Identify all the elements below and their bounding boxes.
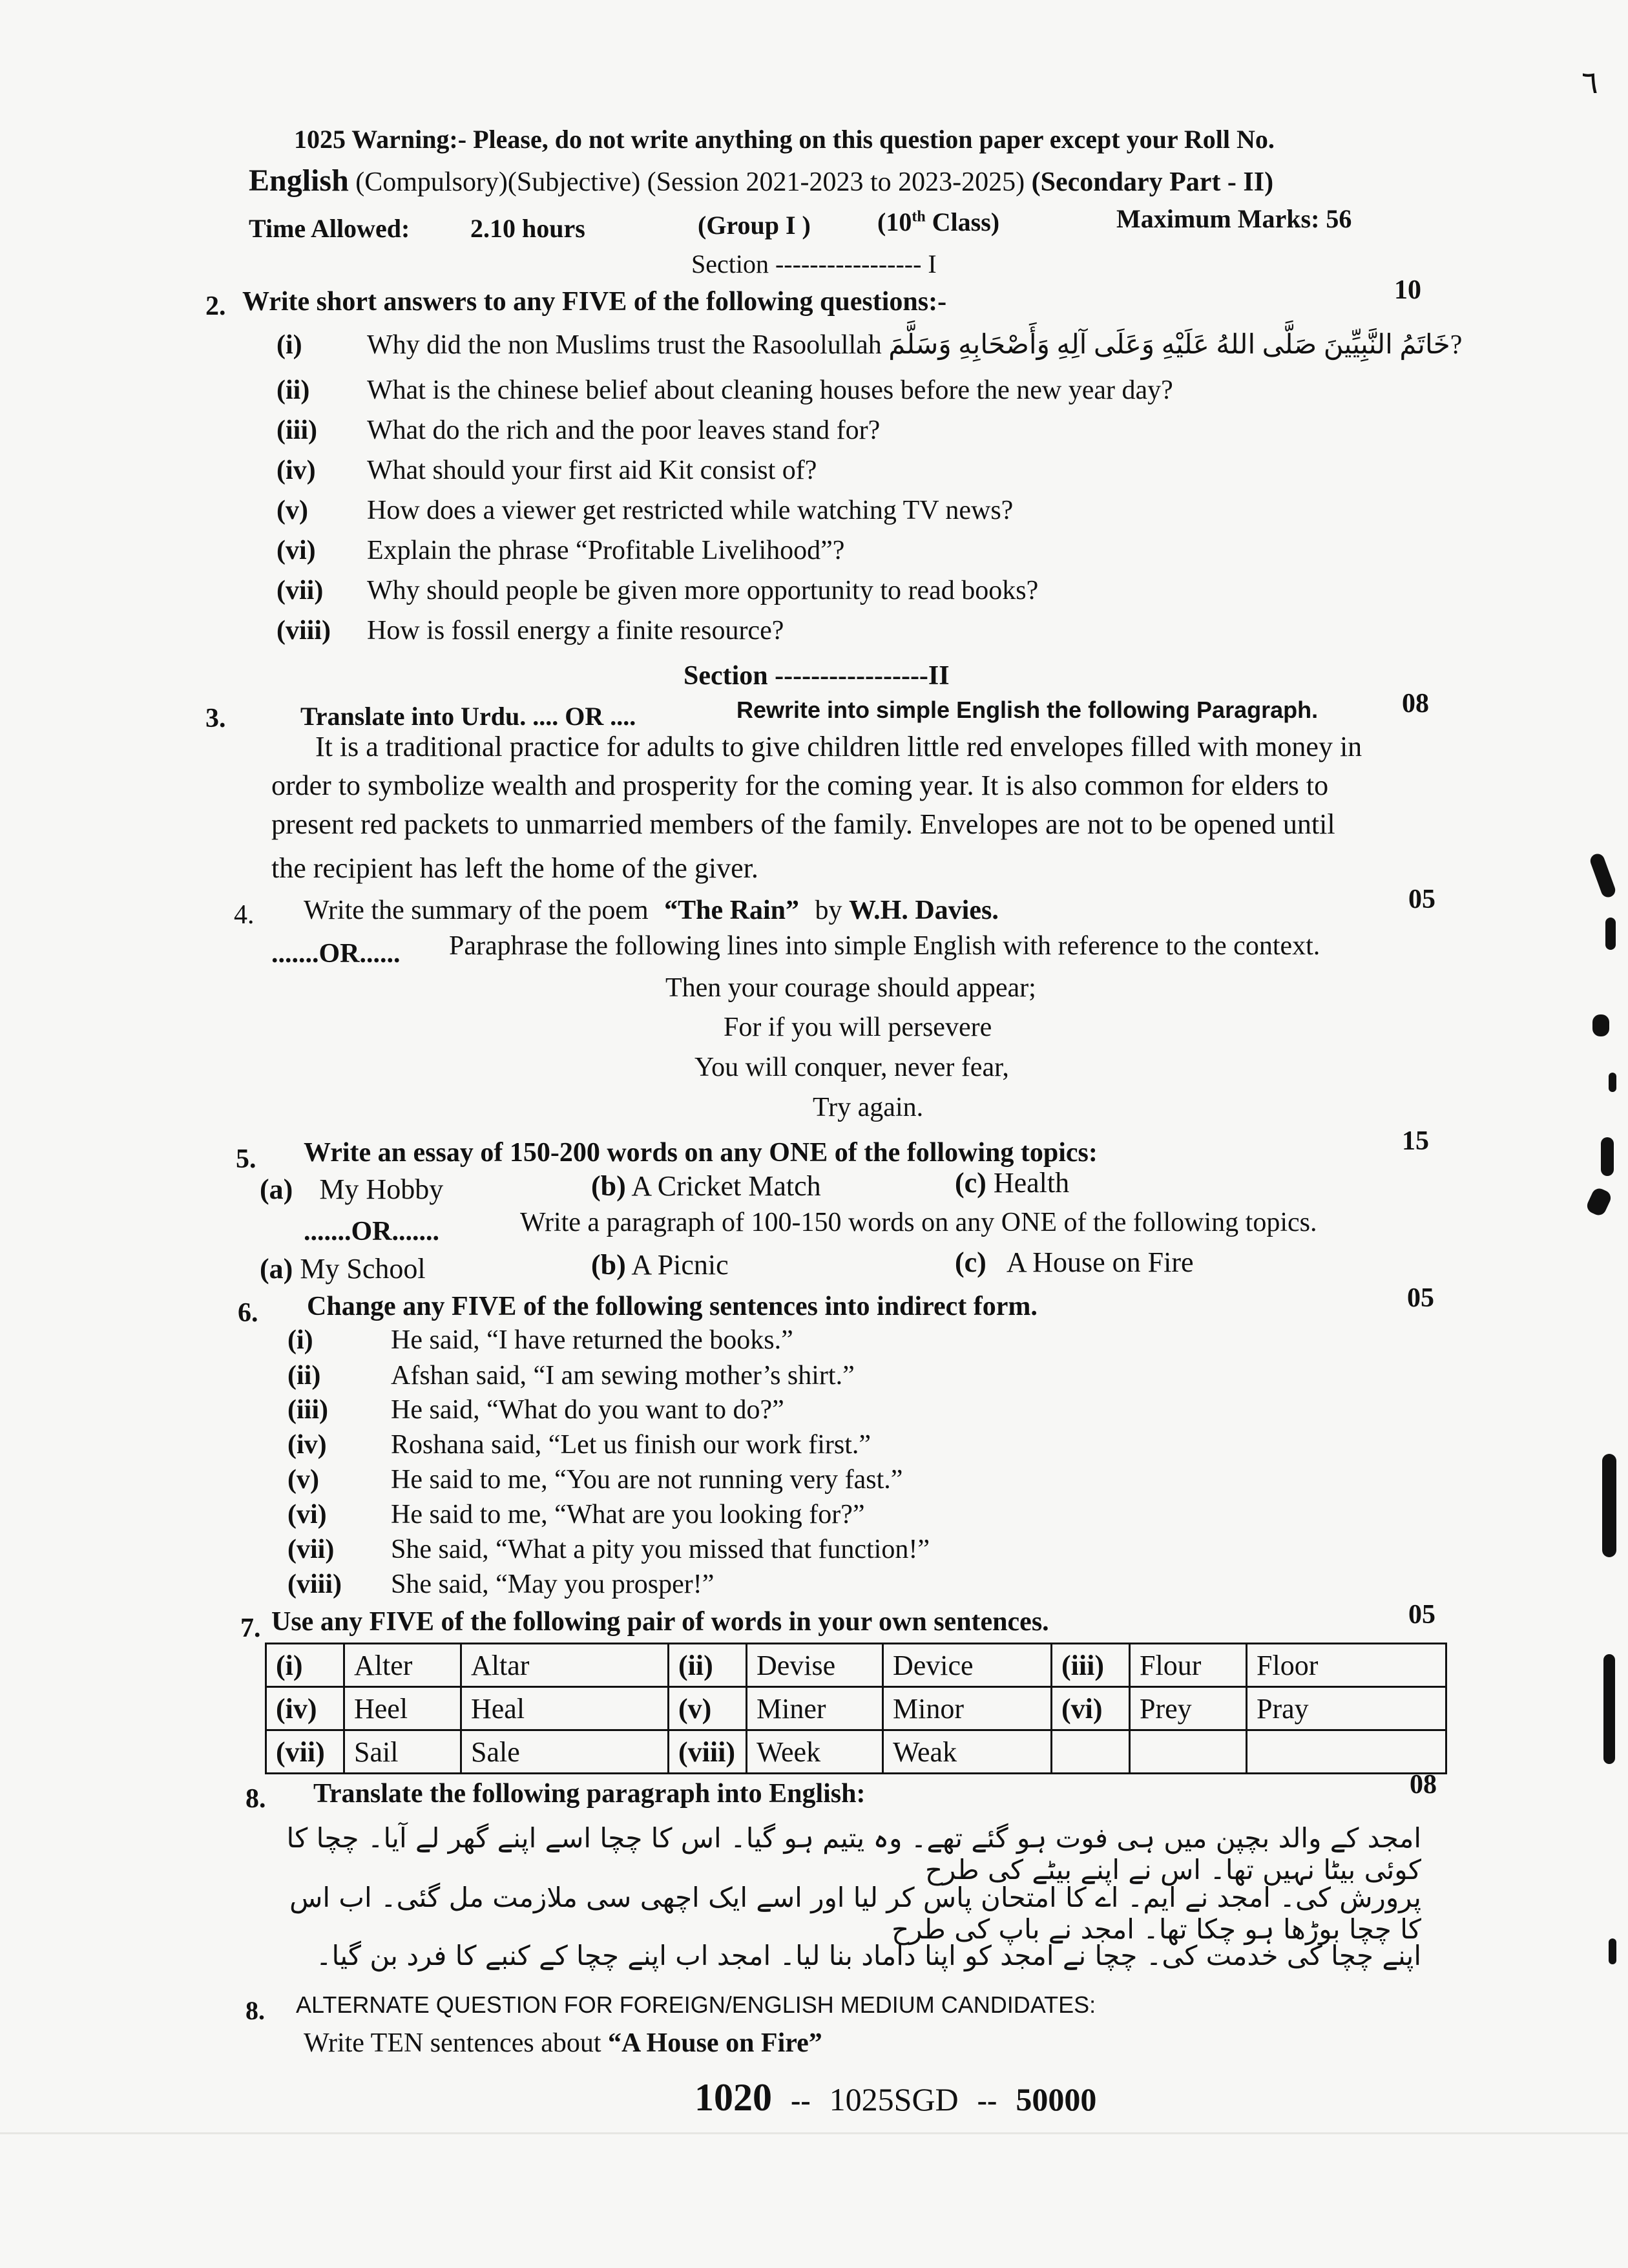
q8-alt-text: ALTERNATE QUESTION FOR FOREIGN/ENGLISH MEDIUM CANDIDATES:	[296, 1991, 1096, 2018]
list-item: (viii) She said, “May you prosper!”	[287, 1570, 715, 1599]
list-item: (ii) Afshan said, “I am sewing mother’s shirt.”	[287, 1361, 855, 1391]
table-row: (i) Alter Altar (ii) Devise Device (iii) Flour Floor	[266, 1644, 1446, 1687]
q2-number: 2.	[205, 291, 226, 321]
q3-number: 3.	[205, 704, 226, 733]
subject-name: English	[249, 163, 349, 198]
poem-line: For if you will persevere	[724, 1013, 992, 1042]
warning-label: Warning:-	[351, 125, 467, 154]
subject-line	[249, 163, 1273, 198]
list-item: (vii) Why should people be given more opportunity to read books?	[277, 576, 1039, 605]
list-item: (iii) He said, “What do you want to do?”	[287, 1395, 784, 1425]
q2-marks: 10	[1394, 275, 1421, 305]
bottom-divider	[0, 2132, 1628, 2134]
list-item: (vi) Explain the phrase “Profitable Livelihood”?	[277, 536, 845, 565]
q6-number: 6.	[238, 1298, 258, 1328]
q4-number: 4.	[234, 900, 255, 930]
q8-number: 8.	[245, 1784, 266, 1814]
q3-text-b: Rewrite into simple English the following Paragraph.	[736, 697, 1319, 723]
q3-marks: 08	[1402, 689, 1429, 719]
topic-item: (a) My School	[260, 1253, 426, 1285]
list-item: (v) He said to me, “You are not running very fast.”	[287, 1465, 903, 1495]
list-item: (iv) What should your first aid Kit consist of?	[277, 456, 817, 485]
time-allowed-value: 2.10 hours	[470, 214, 585, 243]
footer-code: 1020 -- 1025SGD -- 50000	[694, 2076, 1097, 2119]
q5-text: Write an essay of 150-200 words on any ONE of the following topics:	[304, 1138, 1098, 1168]
q3-text-a: Translate into Urdu. .... OR ....	[300, 702, 636, 731]
q5-marks: 15	[1402, 1126, 1429, 1156]
list-item: (iii) What do the rich and the poor leaves stand for?	[277, 415, 881, 445]
q8-text: Translate the following paragraph into English:	[313, 1779, 866, 1809]
list-item: (iv) Roshana said, “Let us finish our work first.”	[287, 1430, 871, 1460]
word-pairs-table	[265, 1643, 1447, 1774]
poem-line: Try again.	[813, 1093, 924, 1122]
list-item: (i) Why did the non Muslims trust the Rasoolullah خَاتَمُ النَّبِيِّينَ صَلَّى اللهُ عَلَيْهِ وَعَلَى آلِهِ وَأَصْحَابِهِ وَسَلَّمَ?	[277, 330, 1463, 360]
section-1-heading: Section ----------------- I	[691, 249, 937, 278]
q4-alt-text: Paraphrase the following lines into simple English with reference to the context.	[449, 931, 1320, 961]
q7-number: 7.	[240, 1613, 261, 1643]
list-item: (viii) How is fossil energy a finite resource?	[277, 616, 784, 646]
topic-item: (b) A Cricket Match	[591, 1170, 821, 1202]
list-item: (vii) She said, “What a pity you missed that function!”	[287, 1535, 930, 1564]
q3-paragraph-line: present red packets to unmarried members of the family. Envelopes are not to be opened until	[271, 808, 1335, 840]
poem-line: Then your courage should appear;	[665, 973, 1036, 1003]
paper-code: 1025	[294, 125, 346, 154]
q5-or: .......OR.......	[304, 1217, 439, 1246]
poem-line: You will conquer, never fear,	[694, 1053, 1009, 1082]
q7-text: Use any FIVE of the following pair of words in your own sentences.	[271, 1607, 1049, 1637]
q2-text: Write short answers to any FIVE of the following questions:-	[242, 287, 947, 317]
table-row: (vii) Sail Sale (viii) Week Weak	[266, 1730, 1446, 1774]
time-allowed-label: Time Allowed:	[249, 214, 410, 243]
section-2-heading: Section -----------------II	[684, 661, 950, 691]
q7-marks: 05	[1408, 1600, 1435, 1630]
topic-item: (c) A House on Fire	[955, 1246, 1194, 1278]
warning-text: Please, do not write anything on this question paper except your Roll No.	[473, 125, 1275, 154]
table-row: (iv) Heel Heal (v) Miner Minor (vi) Prey Pray	[266, 1687, 1446, 1730]
q3-paragraph-line: order to symbolize wealth and prosperity for the coming year. It is also common for elders to	[271, 770, 1329, 801]
q3-paragraph-line: the recipient has left the home of the giver.	[271, 852, 758, 884]
topic-item: (c) Health	[955, 1167, 1070, 1199]
list-item: (v) How does a viewer get restricted while watching TV news?	[277, 496, 1014, 525]
urdu-paragraph-line: امجد کے والد بچپن میں ہی فوت ہو گئے تھے۔ وہ یتیم ہو گیا۔ اس کا چچا اسے اپنے گھر لے آیا۔ چچا کا کوئی بیٹا نہیں تھا۔ اس نے اپنے بیٹے کی طرح	[286, 1822, 1421, 1885]
paper-warning	[294, 124, 1275, 154]
q5-alt-text: Write a paragraph of 100-150 words on any ONE of the following topics.	[520, 1208, 1317, 1237]
q8-marks: 08	[1410, 1770, 1437, 1800]
max-marks: Maximum Marks: 56	[1116, 204, 1352, 233]
subject-details: (Compulsory)(Subjective) (Session 2021-2023 to 2023-2025)	[355, 167, 1025, 197]
q5-number: 5.	[236, 1144, 256, 1174]
topic-item: (b) A Picnic	[591, 1249, 729, 1281]
q4-marks: 05	[1408, 885, 1435, 914]
urdu-paragraph-line: پرورش کی۔ امجد نے ایم۔ اے کا امتحان پاس کر لیا اور اسے ایک اچھی سی ملازمت مل گئی۔ اب اس کا چچا بوڑھا ہو چکا تھا۔ امجد نے باپ کی طرح	[289, 1882, 1421, 1945]
class-label: (10th Class)	[877, 207, 1000, 236]
q4-or: .......OR......	[271, 939, 401, 969]
q8-alt-number: 8.	[245, 1996, 265, 2025]
list-item: (i) He said, “I have returned the books.”	[287, 1325, 793, 1355]
q3-paragraph-line: It is a traditional practice for adults to give children little red envelopes filled with money in	[315, 731, 1362, 762]
group-label: (Group I )	[698, 211, 811, 240]
urdu-paragraph-line: اپنے چچا کی خدمت کی۔ چچا نے امجد کو اپنا داماد بنا لیا۔ امجد اب اپنے چچا کے کنبے کا فرد بن گیا۔	[315, 1940, 1421, 1971]
list-item: (ii) What is the chinese belief about cleaning houses before the new year day?	[277, 375, 1173, 405]
part-label: (Secondary Part - II)	[1031, 167, 1274, 197]
q8-alt-subtext: Write TEN sentences about “A House on Fire”	[304, 2028, 822, 2058]
q6-text: Change any FIVE of the following sentences into indirect form.	[307, 1292, 1038, 1321]
q4-text: Write the summary of the poem “The Rain” by W.H. Davies.	[304, 896, 999, 925]
list-item: (vi) He said to me, “What are you looking for?”	[287, 1500, 865, 1529]
corner-mark: ٦	[1581, 66, 1598, 100]
q6-marks: 05	[1407, 1283, 1434, 1313]
topic-item: (a) My Hobby	[260, 1173, 444, 1205]
